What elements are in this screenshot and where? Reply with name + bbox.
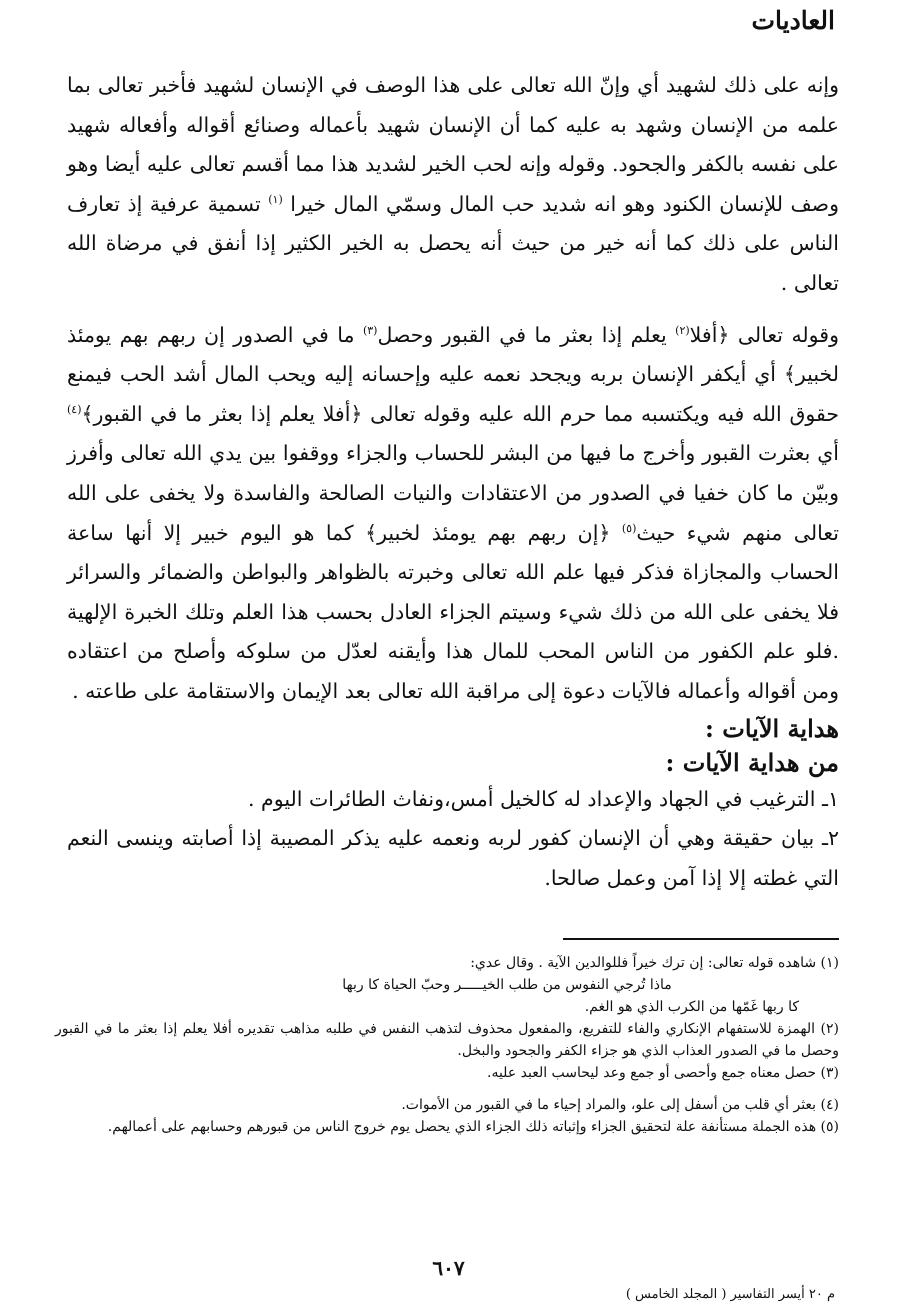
footnote-divider — [563, 938, 839, 940]
paragraph-2: وقوله تعالى ﴿أفلا$^{(٢)}$ يعلم إذا بعثر ما في القبور وحصل$^{(٣)}$ ما في الصدور إن ربهم بهم يومئذ لخبير﴾ أي أيكفر الإنسان بربه ويجحد نعمه عليه وإحسانه إليه ويحب المال أشد الحب فيمنع حقوق الله فيه ويكتسبه مما حرم الله عليه وقوله تعالى ﴿أفلا يعلم إذا بعثر ما في القبور﴾$^{(٤)}$ أي بعثرت القبور وأخرج ما فيها من البشر للحساب والجزاء ووقفوا بين يدي الله تعالى وأفرز وبيّن ما كان خفيا في الصدور من الاعتقادات والنيات الصالحة والفاسدة ولا يخفى على الله تعالى منهم شيء حيث$^{(٥)}$ ﴿إن ربهم بهم يومئذ لخبير﴾ كما هو اليوم خبير إلا أنها ساعة الحساب والمجازاة فذكر فيها علم الله تعالى وخبرته بالظواهر والبواطن والضمائر والسرائر فلا يخفى على الله من ذلك شيء وسيتم الجزاء العادل بحسب هذا العلم وتلك الخبرة الإلهية .فلو علم الكفور من الناس المحب للمال هذا وأيقنه لعدّل من سلوكه وأصلح من اعتقاده ومن أقواله وأعماله فالآيات دعوة إلى مراقبة الله تعالى بعد الإيمان والاستقامة على طاعته . — [67, 322, 839, 703]
surah-title: العاديات — [751, 6, 835, 35]
page-number: ٦٠٧ — [432, 1256, 465, 1280]
section-heading-1: هداية الآيات : — [705, 713, 839, 743]
lesson-item-1: ١ـ الترغيب في الجهاد والإعداد له كالخيل أمس،ونفاث الطائرات اليوم . — [248, 786, 839, 811]
footnote-4: (٤) بعثر أي قلب من أسفل إلى علو، والمراد إحياء ما في القبور من الأموات. — [401, 1097, 839, 1113]
paragraph-1: وإنه على ذلك لشهيد أي وإنّ الله تعالى على هذا الوصف في الإنسان لشهيد فأخبر تعالى بما علمه من الإنسان وشهد به عليه كما أن الإنسان شهيد بأعماله وصنائع أقواله وأفعاله شهيد على نفسه بالكفر والجحود. وقوله وإنه لحب الخير لشديد هذا مما أقسم تعالى عليه أيضا وهو وصف للإنسان الكنود وهو انه شديد حب المال وسمّي المال خيرا $^{(١)}$ تسمية عرفية إذ تعارف الناس على ذلك كما أنه خير من حيث أنه يحصل به الخير الكثير إذا أنفق في مرضاة الله تعالى . — [67, 73, 839, 295]
footnote-1-verse: ماذا تُرجي النفوس من طلب الخيـــــر وحبّ الحياة كا ربها — [342, 977, 672, 993]
footnote-marker-4: (٤) — [67, 402, 82, 416]
footnote-1: (١) شاهده قوله تعالى: إن ترك خيراً فللوالدين الآية . وقال عدي: — [470, 955, 839, 971]
footnotes — [55, 952, 839, 1138]
lesson-item-2: ٢ـ بيان حقيقة وهي أن الإنسان كفور لربه ونعمه عليه يذكر المصيبة إذا أصابته وينسى النعم التي غطته إلا إذا آمن وعمل صالحا. — [67, 826, 839, 890]
footnote-marker-2: (٢) — [675, 323, 690, 337]
footnote-marker-1: (١) — [268, 192, 283, 206]
book-signature: م ٢٠ أيسر التفاسير ( المجلد الخامس ) — [625, 1287, 835, 1302]
footnote-1-gloss: كا ربها غَمّها من الكرب الذي هو الغم. — [584, 999, 799, 1015]
footnote-3: (٣) حصل معناه جمع وأحصى أو جمع وعد ليحاسب العبد عليه. — [487, 1065, 839, 1081]
footnote-5: (٥) هذه الجملة مستأنفة علة لتحقيق الجزاء وإثباته ذلك الجزاء الذي يحصل يوم خروج الناس من قبورهم وحسابهم على أعمالهم. — [107, 1119, 839, 1135]
footnote-2: (٢) الهمزة للاستفهام الإنكاري والفاء للتفريع، والمفعول محذوف لتذهب النفس في طلبه مذاهب تقديره أفلا يعلم إذا بعثر ما في القبور وحصل ما في الصدور العذاب الذي هو جزاء الكفر والجحود والبخل. — [55, 1021, 839, 1059]
main-text — [67, 66, 839, 898]
footnote-marker-3: (٣) — [362, 323, 378, 337]
footnote-marker-5: (٥) — [621, 521, 637, 535]
section-heading-2: من هداية الآيات : — [665, 747, 839, 777]
